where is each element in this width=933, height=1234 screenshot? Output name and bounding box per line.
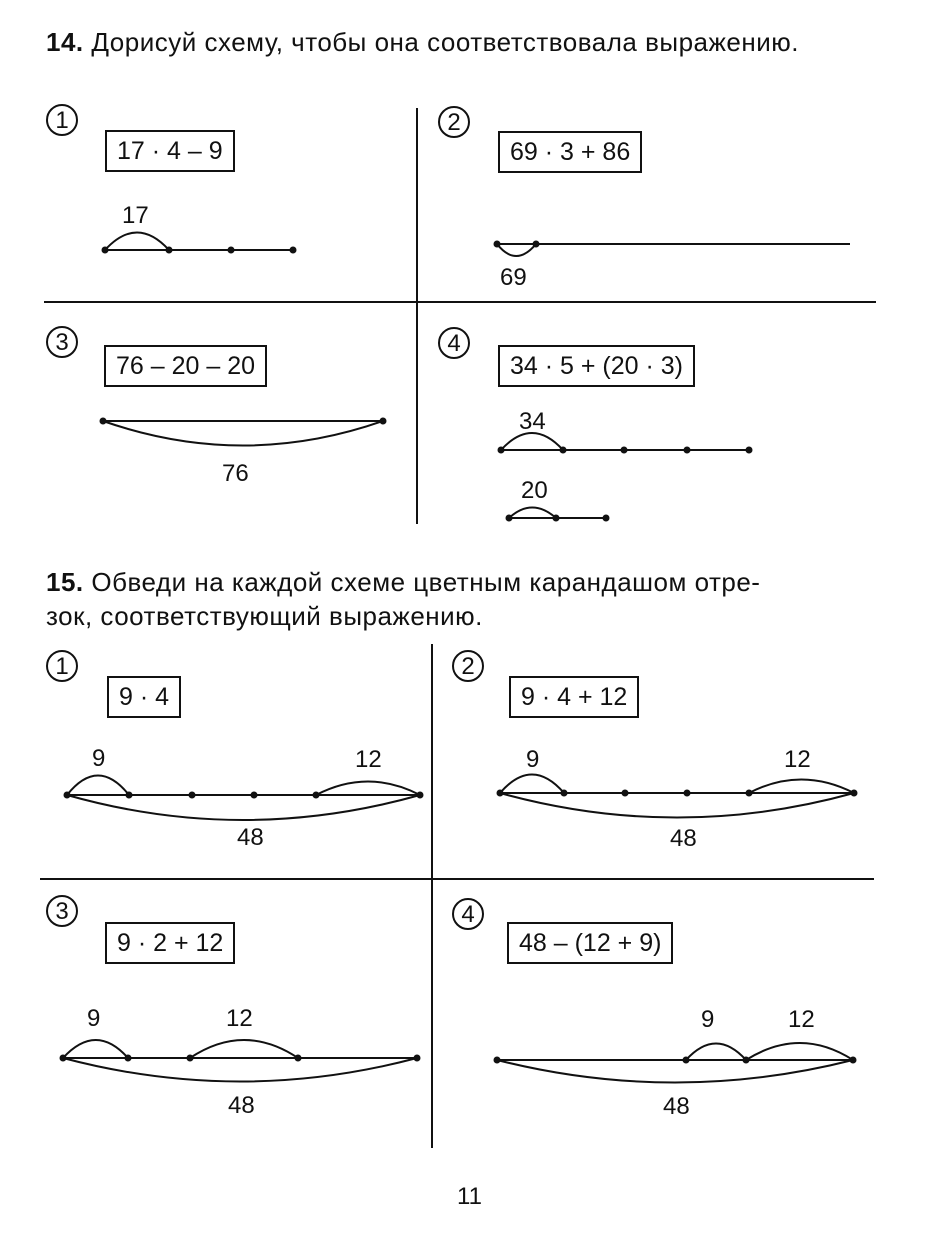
task-15-text-line1: Обведи на каждой схеме цветным карандашом отре- [91, 567, 761, 597]
scheme-15-4-arc-12 [746, 1043, 853, 1060]
task-15-number: 15. [46, 567, 84, 597]
scheme-15-3-arc-12 [190, 1040, 298, 1058]
scheme-15-1-arc-9 [67, 776, 129, 796]
task-15-title [46, 566, 760, 598]
item-15-1-expression: 9 · 4 [107, 676, 181, 718]
item-14-4-expression: 34 · 5 + (20 · 3) [498, 345, 695, 387]
scheme-14-4-arc-20 [509, 508, 556, 519]
item-15-3-number: 3 [46, 895, 78, 927]
item-15-4-label-9: 9 [701, 1006, 715, 1033]
item-15-1-label-9: 9 [92, 745, 106, 772]
item-14-4-label-34: 34 [519, 408, 546, 435]
item-14-4-label-20: 20 [521, 477, 548, 504]
scheme-14-1-arc-17 [105, 233, 169, 251]
scheme-15-1-arc-12 [316, 782, 420, 796]
item-15-2-label-9: 9 [526, 746, 540, 773]
scheme-14-3-arc-76 [103, 421, 383, 446]
item-15-4-label-48: 48 [663, 1093, 690, 1120]
scheme-15-2-arc-48 [500, 793, 854, 818]
scheme-15-4-arc-9 [686, 1044, 746, 1061]
item-14-2-expression: 69 · 3 + 86 [498, 131, 642, 173]
item-14-1-label-17: 17 [122, 202, 149, 229]
scheme-15-2-arc-9 [500, 775, 564, 794]
item-15-2-number: 2 [452, 650, 484, 682]
scheme-15-4-arc-48 [497, 1060, 853, 1083]
scheme-15-3-arc-48 [63, 1058, 417, 1082]
item-14-1-expression: 17 · 4 – 9 [105, 130, 235, 172]
item-15-2-label-48: 48 [670, 825, 697, 852]
item-14-2-number: 2 [438, 106, 470, 138]
item-14-1-number: 1 [46, 104, 78, 136]
item-14-3-label-76: 76 [222, 460, 249, 487]
scheme-14-2-arc-69 [497, 244, 536, 256]
scheme-15-1-arc-48 [67, 795, 420, 820]
item-14-3-number: 3 [46, 326, 78, 358]
item-14-4-number: 4 [438, 327, 470, 359]
item-14-3-expression: 76 – 20 – 20 [104, 345, 267, 387]
item-15-3-expression: 9 · 2 + 12 [105, 922, 235, 964]
item-15-3-label-48: 48 [228, 1092, 255, 1119]
task-14-text: Дорисуй схему, чтобы она соответствовала выражению. [91, 27, 799, 57]
page-number: 11 [457, 1183, 482, 1210]
item-15-2-label-12: 12 [784, 746, 811, 773]
scheme-15-3-arc-9 [63, 1040, 128, 1058]
item-15-1-number: 1 [46, 650, 78, 682]
item-15-4-expression: 48 – (12 + 9) [507, 922, 673, 964]
item-15-1-label-48: 48 [237, 824, 264, 851]
item-15-3-label-9: 9 [87, 1005, 101, 1032]
scheme-15-2-arc-12 [749, 780, 854, 794]
item-15-4-label-12: 12 [788, 1006, 815, 1033]
item-14-2-label-69: 69 [500, 264, 527, 291]
item-15-1-label-12: 12 [355, 746, 382, 773]
item-15-4-number: 4 [452, 898, 484, 930]
item-15-2-expression: 9 · 4 + 12 [509, 676, 639, 718]
task-15-title-line2: зок, соответствующий выражению. [46, 601, 483, 631]
item-15-3-label-12: 12 [226, 1005, 253, 1032]
task-14-number: 14. [46, 27, 84, 57]
